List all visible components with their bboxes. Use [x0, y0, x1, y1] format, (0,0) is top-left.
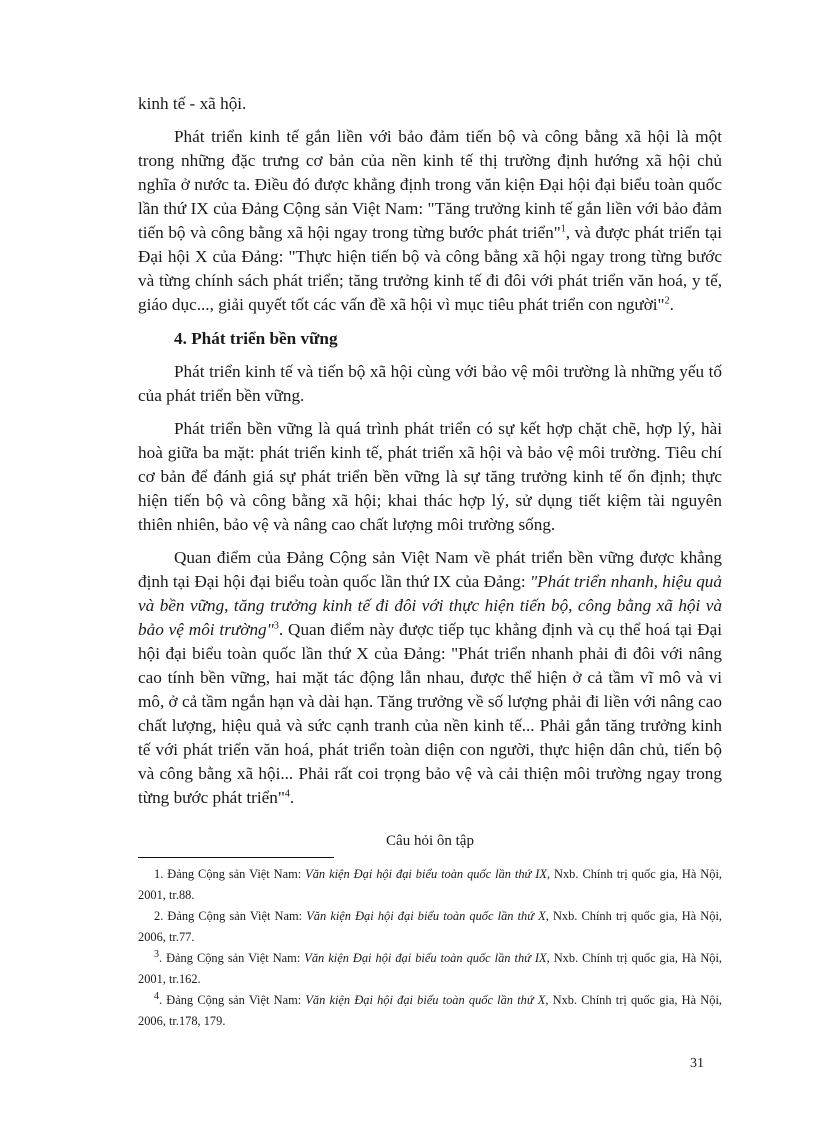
footnote-number: 2. [154, 909, 164, 923]
footnote-1 [138, 864, 722, 906]
paragraph-text-mid: , và được phát triển tại Đại hội X của Đảng: "Thực hiện tiến bộ và công bằng xã hội ngay trong từng bước và từng chính sách phát triển; tăng trưởng kinh tế đi đôi với phát triển văn hoá, y tế, giáo dục..., giải quyết tốt các vấn đề xã hội vì mục tiêu phát triển con người" [138, 223, 722, 314]
footnote-number: 4 [154, 990, 159, 1002]
footnote-publisher: , Nxb. Chính trị quốc gia, Hà Nội, 2006, tr.178, 179. [138, 993, 722, 1028]
review-questions-title: Câu hỏi ôn tập [386, 833, 474, 849]
paragraph-sustainable-factors: Phát triển kinh tế và tiến bộ xã hội cùng với bảo vệ môi trường là những yếu tố của phát triển bền vững. [138, 362, 722, 405]
paragraph-end: . [669, 295, 674, 314]
footnote-number: 3 [154, 948, 159, 960]
paragraph-continuation: kinh tế - xã hội. [138, 94, 247, 113]
footnote-publisher: , Nxb. Chính trị quốc gia, Hà Nội, 2001, tr.88. [138, 867, 722, 902]
paragraph-sustainable-definition: Phát triển bền vững là quá trình phát triển có sự kết hợp chặt chẽ, hợp lý, hài hoà giữa ba mặt: phát triển kinh tế, phát triển xã hội và bảo vệ môi trường. Tiêu chí cơ bản để đánh giá sự phát triển bền vững là sự tăng trưởng kinh tế ổn định; thực hiện tiến bộ và công bằng xã hội; khai thác hợp lý, sử dụng tiết kiệm tài nguyên thiên nhiên, bảo vệ và nâng cao chất lượng môi trường sống. [138, 419, 722, 534]
footnote-title: Văn kiện Đại hội đại biểu toàn quốc lần thứ IX [305, 867, 547, 881]
footnote-author: . Đảng Cộng sản Việt Nam: [159, 951, 305, 965]
paragraph-economic-growth [138, 125, 722, 317]
footnote-title: Văn kiện Đại hội đại biểu toàn quốc lần thứ X [305, 993, 546, 1007]
footnote-2 [138, 906, 722, 948]
footnote-4 [138, 990, 722, 1032]
footnote-title: Văn kiện Đại hội đại biểu toàn quốc lần thứ IX [304, 951, 547, 965]
footnote-publisher: , Nxb. Chính trị quốc gia, Hà Nội, 2006, tr.77. [138, 909, 722, 944]
footnote-number: 1. [154, 867, 164, 881]
footnote-ref-3[interactable]: 3 [273, 620, 279, 632]
footnote-3 [138, 948, 722, 990]
footnote-title: Văn kiện Đại hội đại biểu toàn quốc lần thứ X [306, 909, 546, 923]
footnote-ref-2[interactable]: 2 [664, 295, 670, 307]
italic-quote: "Phát triển nhanh, hiệu quả và bền vững, tăng trưởng kinh tế đi đôi với thực hiện tiến bộ, công bằng xã hội và bảo vệ môi trường" [138, 572, 722, 639]
paragraph-rest: . Quan điểm này được tiếp tục khẳng định và cụ thể hoá tại Đại hội đại biểu toàn quốc lần thứ X của Đảng: "Phát triển nhanh phải đi đôi với nâng cao tính bền vững, hai mặt tác động lẫn nhau, được thể hiện ở cả tầm vĩ mô và vi mô, ở cả tầm ngắn hạn và dài hạn. Tăng trưởng về số lượng phải đi liền với nâng cao chất lượng, hiệu quả và sức cạnh tranh của nền kinh tế... Phải gắn tăng trưởng kinh tế với phát triển văn hoá, phát triển toàn diện con người, thực hiện dân chủ, tiến bộ và công bằng xã hội... Phải rất coi trọng bảo vệ và cải thiện môi trường ngay trong từng bước phát triển" [138, 620, 722, 807]
footnote-author: Đảng Cộng sản Việt Nam: [163, 909, 307, 923]
footnote-author: Đảng Cộng sản Việt Nam: [163, 867, 306, 881]
footnote-ref-1[interactable]: 1 [560, 223, 566, 235]
paragraph-party-viewpoint [138, 546, 722, 810]
section-heading: 4. Phát triển bền vững [174, 329, 338, 348]
page-body [138, 92, 722, 852]
footnote-divider [138, 857, 334, 858]
footnote-ref-4[interactable]: 4 [284, 788, 290, 800]
footnotes [138, 864, 722, 1032]
footnote-author: . Đảng Cộng sản Việt Nam: [159, 993, 306, 1007]
page-number: 31 [690, 1056, 704, 1071]
paragraph-lead: Quan điểm của Đảng Cộng sản Việt Nam về phát triển bền vững được khẳng định tại Đại hội đại biểu toàn quốc lần thứ IX của Đảng: [138, 548, 722, 591]
paragraph-end: . [289, 788, 295, 807]
paragraph-text: Phát triển kinh tế gắn liền với bảo đảm tiến bộ và công bằng xã hội là một trong những đặc trưng cơ bản của nền kinh tế thị trường định hướng xã hội chủ nghĩa ở nước ta. Điều đó được khẳng định trong văn kiện Đại hội đại biểu toàn quốc lần thứ IX của Đảng Cộng sản Việt Nam: "Tăng trưởng kinh tế gắn liền với bảo đảm tiến bộ và công bằng xã hội ngay trong từng bước phát triển" [138, 127, 722, 242]
footnote-publisher: , Nxb. Chính trị quốc gia, Hà Nội, 2001, tr.162. [138, 951, 722, 986]
